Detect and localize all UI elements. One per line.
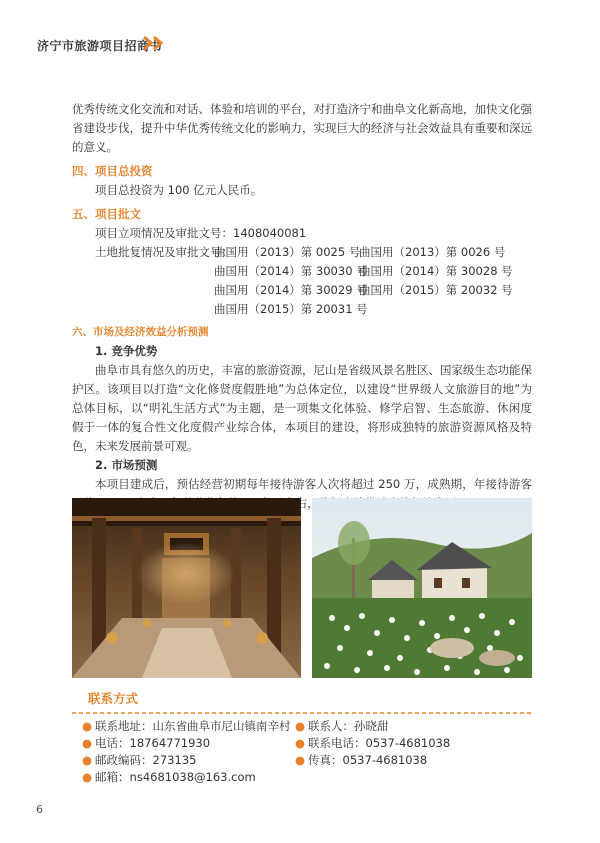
dashed-divider	[72, 712, 532, 714]
temple-hall-photo	[72, 498, 301, 678]
bullet-icon: ●	[82, 719, 93, 733]
subsection-market-forecast: 2. 市场预测	[95, 458, 158, 472]
competitive-advantage-text: 曲阜市具有悠久的历史，丰富的旅游资源，尼山是省级风景名胜区、国家级生态功能保护区。该项目以打造“文化修贤度假胜地”为总体定位，以建设“世界级人文旅游目的地”为总体目标，以“明礼生活方式”为主题，是一项集文化体验、修学启智、生态旅游、休闲度假于一体的复合性文化度假产业综合体，本项目的建设，将形成独特的旅游资源风格及特色，未来发展前景可观。	[72, 363, 532, 453]
contact-title: 联系方式	[88, 691, 139, 706]
bullet-icon: ●	[82, 770, 93, 784]
land-label: 土地批复情况及审批文号：	[95, 245, 233, 259]
land-number: 曲国用（2015）第 20031 号	[214, 302, 368, 316]
resort-garden-photo	[312, 498, 532, 678]
contact-postcode: ● 邮政编码：273135	[82, 753, 197, 767]
bullet-icon: ●	[295, 753, 306, 767]
approval-number: 1408040081	[233, 226, 307, 240]
land-number: 曲国用（2015）第 20032 号	[359, 283, 513, 297]
bullet-icon: ●	[295, 736, 306, 750]
contact-section	[72, 690, 542, 784]
subsection-competitive-advantage: 1. 竞争优势	[95, 344, 158, 358]
double-chevron-icon	[141, 35, 171, 51]
land-number: 曲国用（2013）第 0025 号	[214, 245, 361, 259]
contact-email[interactable]: ● 邮箱：ns4681038@163.com	[82, 770, 256, 784]
approval-label: 项目立项情况及审批文号：	[95, 226, 233, 240]
market-forecast-text: 本项目建成后，预估经营初期每年接待游客人次将超过 250 万，成熟期，年接待游客	[95, 477, 532, 491]
land-approval-block	[72, 243, 532, 319]
land-number: 曲国用（2014）第 30029 号	[214, 283, 368, 297]
bullet-icon: ●	[295, 719, 306, 733]
main-content	[72, 100, 532, 513]
photo-row	[72, 498, 532, 678]
contact-phone-office: ● 联系电话：0537-4681038	[295, 736, 451, 750]
section4-heading: 四、项目总投资	[72, 164, 153, 178]
section4-text: 项目总投资为 100 亿元人民币。	[95, 183, 263, 197]
contact-fax: ● 传真：0537-4681038	[295, 753, 428, 767]
contact-phone: ● 电话：18764771930	[82, 736, 211, 750]
page-header	[0, 0, 600, 95]
contact-person: ● 联系人：孙晓甜	[295, 719, 389, 733]
page-number: 6	[36, 803, 43, 816]
land-number: 曲国用（2013）第 0026 号	[359, 245, 506, 259]
land-number: 曲国用（2014）第 30030 号	[214, 264, 368, 278]
section5-heading: 五、项目批文	[72, 207, 141, 221]
contact-address: ● 联系地址：山东省曲阜市尼山镇南辛村	[82, 719, 291, 733]
intro-paragraph: 优秀传统文化交流和对话、体验和培训的平台，对打造济宁和曲阜文化新高地，加快文化强省建设步伐，提升中华优秀传统文化的影响力，实现巨大的经济与社会效益具有重要和深远的意义。	[72, 102, 532, 154]
section6-heading: 六、市场及经济效益分析预测	[72, 326, 209, 338]
approval-row	[72, 224, 532, 243]
bullet-icon: ●	[82, 736, 93, 750]
header-title: 济宁市旅游项目招商书	[37, 39, 163, 53]
bullet-icon: ●	[82, 753, 93, 767]
land-number: 曲国用（2014）第 30028 号	[359, 264, 513, 278]
